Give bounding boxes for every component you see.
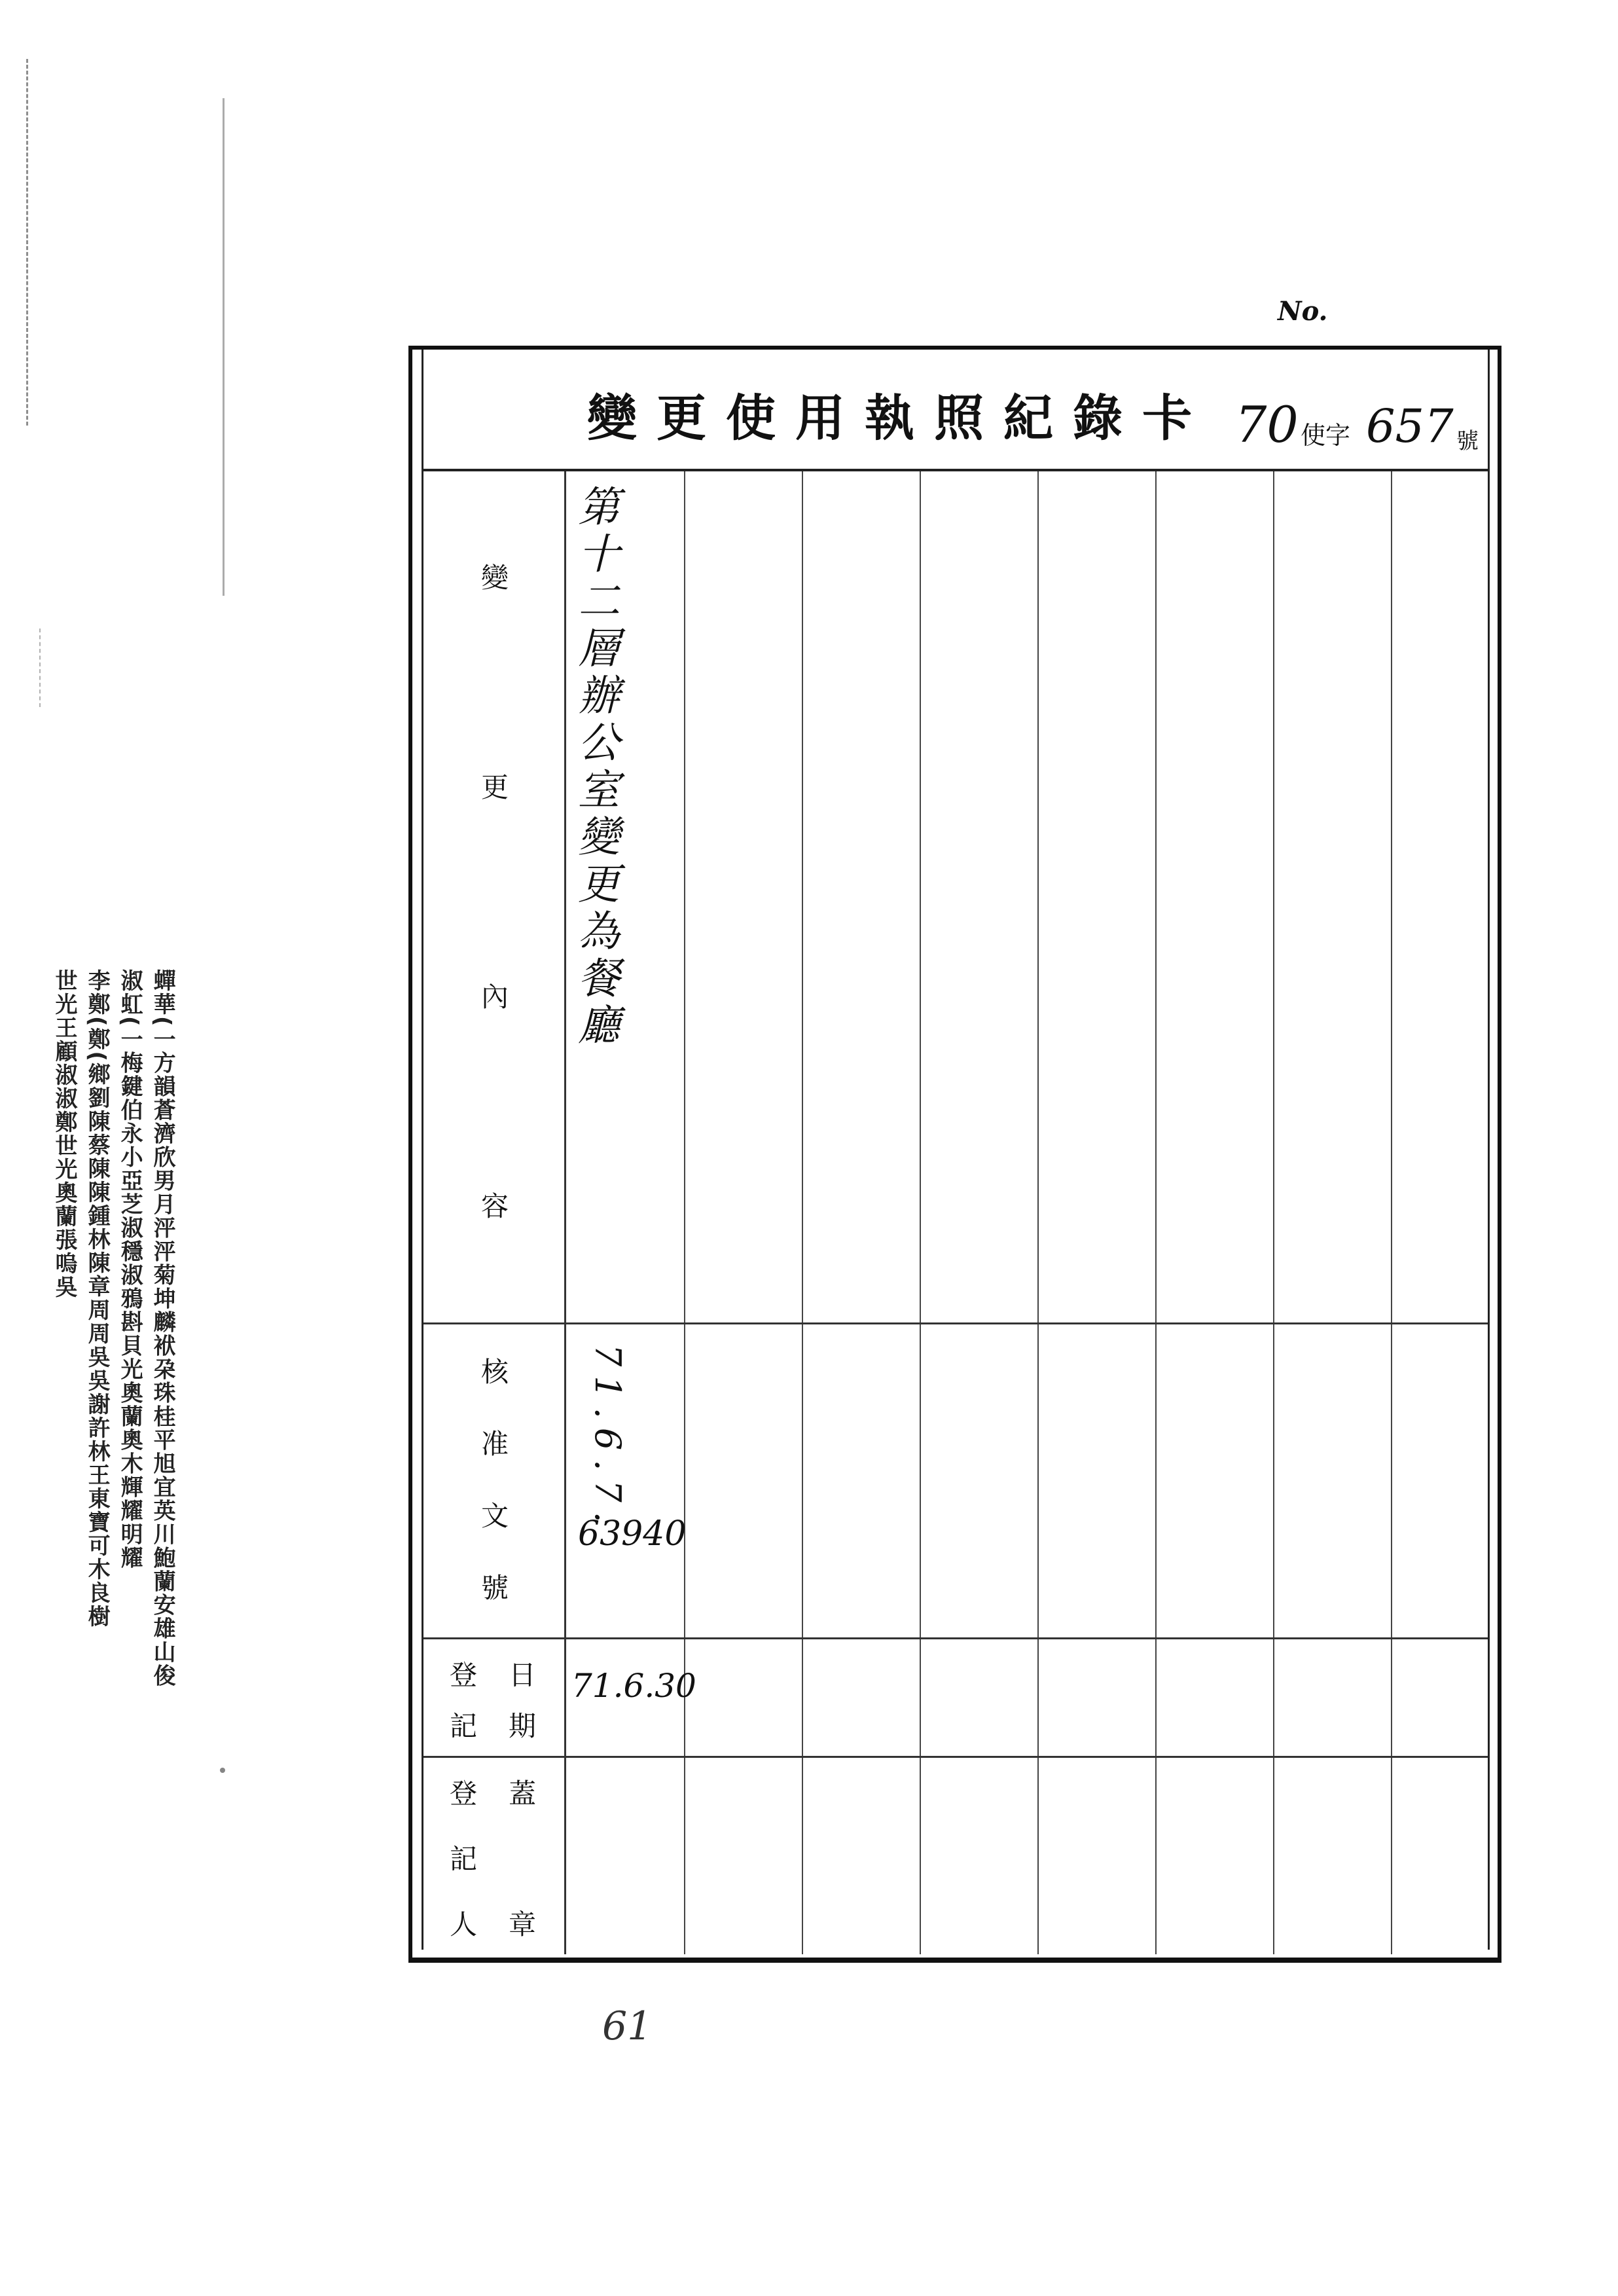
grid-columns [566, 1639, 1488, 1756]
record-card [408, 346, 1501, 1963]
label-registration-date [423, 1639, 566, 1756]
card-number-suffix: 號 [1456, 428, 1479, 454]
name-column: 世光王顧淑淑鄭世光奧蘭張嗚吳 [51, 969, 78, 1299]
label-char: 蓋 [509, 1777, 537, 1810]
name-column: 淑虹(一梅鍵伯永小亞芝淑穩淑鴉斟貝光奧蘭奧木輝耀明耀 [117, 969, 143, 1570]
grid-columns [566, 471, 1488, 1322]
grid-column-divider [1155, 1324, 1157, 1637]
label-char: 號 [481, 1572, 509, 1604]
handwritten-change-content: 第十二層辦公室變更為餐廳 [571, 484, 619, 1050]
grid-column-divider [802, 471, 803, 1322]
grid-column-divider [684, 1758, 685, 1954]
grid-column-divider [920, 1758, 921, 1954]
grid-column-divider [920, 1639, 921, 1756]
label-char: 容 [481, 1190, 509, 1222]
label-char: 更 [481, 771, 509, 803]
grid-column-divider [1037, 1758, 1039, 1954]
row-registrar-stamp [423, 1758, 1488, 1954]
grid-column-divider [1273, 1639, 1274, 1756]
grid-column-divider [920, 1324, 921, 1637]
label-char: 文 [481, 1500, 509, 1532]
grid-column-divider [802, 1639, 803, 1756]
left-strip-names [52, 969, 174, 1688]
label-char: 記 [450, 1710, 478, 1742]
grid-columns [566, 1758, 1488, 1954]
label-char: 日 [509, 1659, 537, 1691]
row-approval-number [423, 1324, 1488, 1639]
label-char: 變 [481, 562, 509, 594]
name-column: 李鄭(鄭(鄉劉陳蔡陳陳鍾林陳章周周吳吳謝許林王東寶可木良樹 [84, 969, 111, 1629]
label-char: 准 [481, 1428, 509, 1460]
grid-column-divider [1391, 1758, 1392, 1954]
handwritten-approval-date: 71.6.7. [587, 1344, 628, 1532]
row-registration-date [423, 1639, 1488, 1758]
label-char: 記 [450, 1843, 478, 1875]
label-registrar-stamp [423, 1758, 566, 1954]
scan-edge-marks-lower [39, 629, 45, 707]
grid-column-divider [1037, 471, 1039, 1322]
page-number: 61 [602, 2003, 653, 2049]
card-number-type: 使字 [1301, 421, 1351, 450]
grid-column-divider [684, 471, 685, 1322]
grid-column-divider [802, 1758, 803, 1954]
card-number-value: 657 [1366, 399, 1454, 453]
label-change-content [423, 471, 566, 1322]
label-char: 內 [481, 981, 509, 1013]
label-char: 人 [450, 1908, 478, 1941]
scan-edge-marks [26, 59, 35, 426]
grid-column-divider [1155, 471, 1157, 1322]
grid-columns [566, 1324, 1488, 1637]
card-number-prefix: 70 [1235, 395, 1299, 454]
grid-column-divider [1391, 471, 1392, 1322]
no-label: No. [1278, 296, 1328, 327]
grid-column-divider [802, 1324, 803, 1637]
grid-column-divider [1037, 1324, 1039, 1637]
title-row [423, 350, 1488, 471]
grid-column-divider [1155, 1639, 1157, 1756]
label-char: 期 [509, 1710, 537, 1742]
grid-column-divider [1273, 1324, 1274, 1637]
fold-dot [220, 1768, 225, 1773]
label-char: 登 [450, 1659, 478, 1691]
label-approval-number [423, 1324, 566, 1637]
fold-line [223, 98, 225, 596]
grid-column-divider [1273, 471, 1274, 1322]
label-char: 章 [509, 1908, 537, 1941]
grid-column-divider [1155, 1758, 1157, 1954]
grid-column-divider [1273, 1758, 1274, 1954]
grid-column-divider [1391, 1639, 1392, 1756]
handwritten-registration-date: 71.6.30 [571, 1667, 696, 1705]
grid-column-divider [1391, 1324, 1392, 1637]
card-title: 變更使用執照紀錄卡 [587, 389, 1212, 447]
grid-column-divider [920, 471, 921, 1322]
name-column: 蟬華(一方韻蒼濟欣男月泙泙菊坤麟袱朶珠桂平旭宜英川鮑蘭安雄山俊 [149, 969, 176, 1688]
card-inner-frame [422, 350, 1490, 1950]
label-char: 核 [481, 1356, 509, 1388]
label-char: 登 [450, 1777, 478, 1810]
grid-column-divider [684, 1324, 685, 1637]
row-change-content [423, 471, 1488, 1324]
grid-column-divider [1037, 1639, 1039, 1756]
handwritten-approval-number: 63940 [578, 1514, 687, 1554]
